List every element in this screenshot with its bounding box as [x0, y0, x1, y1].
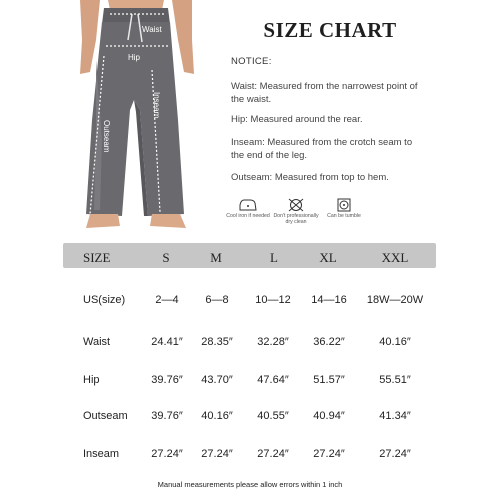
table-cell: 6—8	[205, 294, 229, 306]
table-cell: 40.16″	[379, 336, 411, 348]
table-cell: 43.70″	[201, 374, 233, 386]
row-label-hip: Hip	[83, 374, 100, 386]
left-arm	[80, 0, 100, 74]
table-header-bar	[63, 243, 436, 268]
header-xxl: XXL	[381, 250, 409, 265]
header-size: SIZE	[83, 250, 111, 265]
table-cell: 14—16	[311, 294, 347, 306]
table-cell: 40.55″	[257, 410, 289, 422]
right-foot	[150, 214, 186, 228]
table-cell: 47.64″	[257, 374, 289, 386]
notice-heading: NOTICE:	[231, 56, 272, 67]
table-cell: 24.41″	[151, 336, 183, 348]
page-title: SIZE CHART	[263, 18, 397, 42]
notice-outseam: Outseam: Measured from top to hem.	[231, 172, 389, 183]
table-cell: 27.24″	[313, 448, 345, 460]
table-cell: 27.24″	[201, 448, 233, 460]
row-label-outseam: Outseam	[83, 410, 128, 422]
care-tumble	[321, 198, 367, 219]
header-m: M	[210, 250, 222, 265]
care-tumble-caption: Can be tumble	[327, 213, 361, 219]
table-cell: 2—4	[155, 294, 179, 306]
table-cell: 39.76″	[151, 410, 183, 422]
header-xl: XL	[319, 250, 337, 265]
row-label-us-size: US(size)	[83, 294, 126, 306]
table-cell: 28.35″	[201, 336, 233, 348]
care-iron-caption: Cool iron if needed	[226, 213, 270, 219]
right-arm	[172, 0, 194, 74]
table-cell: 51.57″	[313, 374, 345, 386]
table-cell: 40.94″	[313, 410, 345, 422]
tumble-dry-icon	[337, 198, 351, 212]
table-cell: 10—12	[255, 294, 291, 306]
care-icons	[225, 198, 365, 234]
row-label-inseam: Inseam	[83, 448, 120, 460]
table-cell: 40.16″	[201, 410, 233, 422]
table-cell: 27.24″	[151, 448, 183, 460]
table-cell: 32.28″	[257, 336, 289, 348]
care-no-dry-clean-caption: Don't professionally dry clean	[273, 213, 319, 225]
care-iron	[225, 198, 271, 219]
row-label-waist: Waist	[83, 336, 111, 348]
notice-hip: Hip: Measured around the rear.	[231, 114, 363, 125]
outseam-label: Outseam	[102, 120, 111, 153]
table-cell: 27.24″	[257, 448, 289, 460]
table-cell: 18W—20W	[366, 294, 424, 306]
pants-model-photo	[60, 0, 210, 236]
table-cell: 27.24″	[379, 448, 411, 460]
header-l: L	[270, 250, 278, 265]
table-cell: 55.51″	[379, 374, 411, 386]
table-cell: 39.76″	[151, 374, 183, 386]
waist-label: Waist	[142, 25, 162, 34]
footer-note: Manual measurements please allow errors within 1 inch	[157, 480, 343, 489]
care-no-dry-clean	[273, 198, 319, 225]
hip-label: Hip	[128, 53, 141, 62]
inseam-label: Inseam	[152, 92, 161, 119]
pants	[86, 22, 184, 216]
waistband	[102, 8, 170, 24]
notice-waist: Waist: Measured from the narrowest point of the waist.	[231, 81, 418, 105]
table-cell: 41.34″	[379, 410, 411, 422]
header-s: S	[162, 250, 170, 265]
table-cell: 36.22″	[313, 336, 345, 348]
iron-icon	[238, 198, 258, 212]
notice-inseam: Inseam: Measured from the crotch seam to the end of the leg.	[231, 137, 413, 161]
left-foot	[86, 214, 120, 228]
no-dry-clean-icon	[288, 198, 304, 212]
